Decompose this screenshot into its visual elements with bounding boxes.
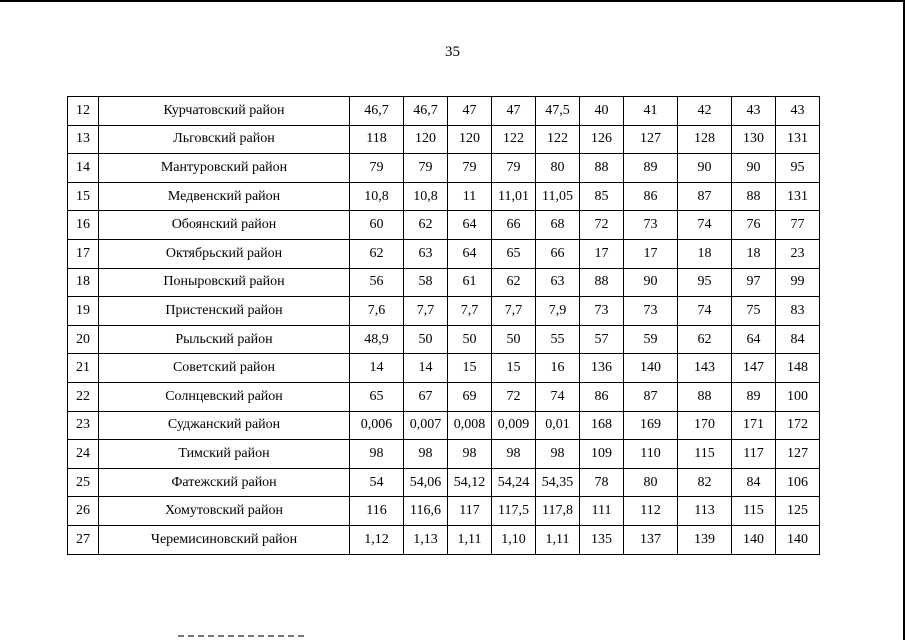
value-cell: 63 <box>536 268 580 297</box>
value-cell: 17 <box>580 239 624 268</box>
value-cell: 62 <box>350 239 404 268</box>
district-name-cell: Октябрьский район <box>99 239 350 268</box>
value-cell: 95 <box>678 268 732 297</box>
district-name-cell: Суджанский район <box>99 411 350 440</box>
row-number-cell: 12 <box>68 97 99 126</box>
value-cell: 125 <box>776 497 820 526</box>
value-cell: 1,11 <box>536 525 580 554</box>
value-cell: 46,7 <box>350 97 404 126</box>
value-cell: 7,6 <box>350 297 404 326</box>
value-cell: 11 <box>448 182 492 211</box>
value-cell: 16 <box>536 354 580 383</box>
value-cell: 10,8 <box>350 182 404 211</box>
value-cell: 60 <box>350 211 404 240</box>
value-cell: 120 <box>404 125 448 154</box>
value-cell: 74 <box>678 297 732 326</box>
value-cell: 170 <box>678 411 732 440</box>
value-cell: 120 <box>448 125 492 154</box>
value-cell: 14 <box>350 354 404 383</box>
value-cell: 82 <box>678 468 732 497</box>
row-number-cell: 23 <box>68 411 99 440</box>
value-cell: 88 <box>580 154 624 183</box>
table-body <box>68 97 820 555</box>
value-cell: 46,7 <box>404 97 448 126</box>
value-cell: 86 <box>624 182 678 211</box>
value-cell: 41 <box>624 97 678 126</box>
value-cell: 42 <box>678 97 732 126</box>
value-cell: 171 <box>732 411 776 440</box>
value-cell: 47,5 <box>536 97 580 126</box>
row-number-cell: 22 <box>68 382 99 411</box>
district-data-table <box>67 96 820 555</box>
value-cell: 100 <box>776 382 820 411</box>
value-cell: 140 <box>624 354 678 383</box>
value-cell: 80 <box>536 154 580 183</box>
value-cell: 1,13 <box>404 525 448 554</box>
value-cell: 74 <box>678 211 732 240</box>
value-cell: 97 <box>732 268 776 297</box>
district-name-cell: Хомутовский район <box>99 497 350 526</box>
value-cell: 90 <box>678 154 732 183</box>
value-cell: 80 <box>624 468 678 497</box>
table-row <box>68 211 820 240</box>
value-cell: 117 <box>732 440 776 469</box>
value-cell: 0,01 <box>536 411 580 440</box>
value-cell: 131 <box>776 125 820 154</box>
table-row <box>68 468 820 497</box>
value-cell: 88 <box>580 268 624 297</box>
table-row <box>68 354 820 383</box>
row-number-cell: 21 <box>68 354 99 383</box>
value-cell: 122 <box>492 125 536 154</box>
value-cell: 15 <box>448 354 492 383</box>
row-number-cell: 19 <box>68 297 99 326</box>
value-cell: 139 <box>678 525 732 554</box>
district-name-cell: Рыльский район <box>99 325 350 354</box>
value-cell: 127 <box>624 125 678 154</box>
value-cell: 79 <box>350 154 404 183</box>
value-cell: 113 <box>678 497 732 526</box>
row-number-cell: 20 <box>68 325 99 354</box>
table-row <box>68 325 820 354</box>
value-cell: 62 <box>404 211 448 240</box>
value-cell: 66 <box>536 239 580 268</box>
value-cell: 43 <box>776 97 820 126</box>
value-cell: 118 <box>350 125 404 154</box>
value-cell: 10,8 <box>404 182 448 211</box>
row-number-cell: 15 <box>68 182 99 211</box>
value-cell: 59 <box>624 325 678 354</box>
value-cell: 115 <box>678 440 732 469</box>
value-cell: 64 <box>732 325 776 354</box>
value-cell: 84 <box>776 325 820 354</box>
value-cell: 62 <box>678 325 732 354</box>
district-name-cell: Поныровский район <box>99 268 350 297</box>
value-cell: 84 <box>732 468 776 497</box>
value-cell: 69 <box>448 382 492 411</box>
scan-artifact <box>178 635 308 637</box>
value-cell: 55 <box>536 325 580 354</box>
district-name-cell: Советский район <box>99 354 350 383</box>
value-cell: 1,11 <box>448 525 492 554</box>
value-cell: 128 <box>678 125 732 154</box>
value-cell: 147 <box>732 354 776 383</box>
value-cell: 98 <box>350 440 404 469</box>
value-cell: 56 <box>350 268 404 297</box>
value-cell: 7,9 <box>536 297 580 326</box>
value-cell: 88 <box>732 182 776 211</box>
value-cell: 73 <box>624 297 678 326</box>
value-cell: 89 <box>624 154 678 183</box>
value-cell: 117,5 <box>492 497 536 526</box>
value-cell: 117,8 <box>536 497 580 526</box>
value-cell: 0,009 <box>492 411 536 440</box>
value-cell: 110 <box>624 440 678 469</box>
value-cell: 126 <box>580 125 624 154</box>
value-cell: 15 <box>492 354 536 383</box>
value-cell: 67 <box>404 382 448 411</box>
value-cell: 98 <box>536 440 580 469</box>
district-name-cell: Обоянский район <box>99 211 350 240</box>
district-name-cell: Курчатовский район <box>99 97 350 126</box>
value-cell: 50 <box>492 325 536 354</box>
value-cell: 64 <box>448 239 492 268</box>
value-cell: 14 <box>404 354 448 383</box>
value-cell: 54,06 <box>404 468 448 497</box>
value-cell: 79 <box>492 154 536 183</box>
value-cell: 98 <box>492 440 536 469</box>
value-cell: 117 <box>448 497 492 526</box>
value-cell: 116,6 <box>404 497 448 526</box>
district-name-cell: Черемисиновский район <box>99 525 350 554</box>
row-number-cell: 16 <box>68 211 99 240</box>
value-cell: 86 <box>580 382 624 411</box>
value-cell: 137 <box>624 525 678 554</box>
value-cell: 64 <box>448 211 492 240</box>
value-cell: 112 <box>624 497 678 526</box>
value-cell: 0,008 <box>448 411 492 440</box>
district-name-cell: Льговский район <box>99 125 350 154</box>
table-row <box>68 382 820 411</box>
value-cell: 65 <box>492 239 536 268</box>
value-cell: 76 <box>732 211 776 240</box>
value-cell: 1,10 <box>492 525 536 554</box>
row-number-cell: 24 <box>68 440 99 469</box>
value-cell: 79 <box>448 154 492 183</box>
value-cell: 7,7 <box>404 297 448 326</box>
value-cell: 7,7 <box>448 297 492 326</box>
value-cell: 43 <box>732 97 776 126</box>
value-cell: 18 <box>678 239 732 268</box>
value-cell: 168 <box>580 411 624 440</box>
table-row <box>68 239 820 268</box>
value-cell: 54 <box>350 468 404 497</box>
table-row <box>68 497 820 526</box>
table-row <box>68 154 820 183</box>
value-cell: 54,24 <box>492 468 536 497</box>
value-cell: 17 <box>624 239 678 268</box>
value-cell: 7,7 <box>492 297 536 326</box>
row-number-cell: 26 <box>68 497 99 526</box>
table-row <box>68 182 820 211</box>
row-number-cell: 25 <box>68 468 99 497</box>
table-row <box>68 525 820 554</box>
value-cell: 140 <box>776 525 820 554</box>
row-number-cell: 18 <box>68 268 99 297</box>
value-cell: 65 <box>350 382 404 411</box>
value-cell: 78 <box>580 468 624 497</box>
value-cell: 87 <box>678 182 732 211</box>
district-name-cell: Солнцевский район <box>99 382 350 411</box>
value-cell: 89 <box>732 382 776 411</box>
value-cell: 87 <box>624 382 678 411</box>
row-number-cell: 17 <box>68 239 99 268</box>
value-cell: 0,007 <box>404 411 448 440</box>
row-number-cell: 27 <box>68 525 99 554</box>
table-row <box>68 440 820 469</box>
district-name-cell: Фатежский район <box>99 468 350 497</box>
value-cell: 73 <box>624 211 678 240</box>
value-cell: 111 <box>580 497 624 526</box>
value-cell: 48,9 <box>350 325 404 354</box>
row-number-cell: 13 <box>68 125 99 154</box>
value-cell: 122 <box>536 125 580 154</box>
value-cell: 72 <box>492 382 536 411</box>
value-cell: 77 <box>776 211 820 240</box>
value-cell: 95 <box>776 154 820 183</box>
value-cell: 109 <box>580 440 624 469</box>
table-row <box>68 297 820 326</box>
value-cell: 98 <box>448 440 492 469</box>
value-cell: 54,35 <box>536 468 580 497</box>
value-cell: 0,006 <box>350 411 404 440</box>
value-cell: 72 <box>580 211 624 240</box>
value-cell: 136 <box>580 354 624 383</box>
page-number: 35 <box>445 44 460 60</box>
value-cell: 18 <box>732 239 776 268</box>
value-cell: 143 <box>678 354 732 383</box>
value-cell: 47 <box>492 97 536 126</box>
value-cell: 88 <box>678 382 732 411</box>
value-cell: 66 <box>492 211 536 240</box>
value-cell: 131 <box>776 182 820 211</box>
value-cell: 90 <box>624 268 678 297</box>
table-row <box>68 97 820 126</box>
value-cell: 47 <box>448 97 492 126</box>
value-cell: 50 <box>448 325 492 354</box>
value-cell: 23 <box>776 239 820 268</box>
value-cell: 116 <box>350 497 404 526</box>
page-top-border <box>0 0 905 2</box>
value-cell: 99 <box>776 268 820 297</box>
value-cell: 106 <box>776 468 820 497</box>
value-cell: 169 <box>624 411 678 440</box>
value-cell: 127 <box>776 440 820 469</box>
value-cell: 85 <box>580 182 624 211</box>
value-cell: 148 <box>776 354 820 383</box>
district-name-cell: Пристенский район <box>99 297 350 326</box>
value-cell: 90 <box>732 154 776 183</box>
value-cell: 57 <box>580 325 624 354</box>
value-cell: 1,12 <box>350 525 404 554</box>
value-cell: 63 <box>404 239 448 268</box>
value-cell: 68 <box>536 211 580 240</box>
value-cell: 74 <box>536 382 580 411</box>
row-number-cell: 14 <box>68 154 99 183</box>
district-name-cell: Медвенский район <box>99 182 350 211</box>
value-cell: 98 <box>404 440 448 469</box>
value-cell: 73 <box>580 297 624 326</box>
table-row <box>68 125 820 154</box>
district-name-cell: Тимский район <box>99 440 350 469</box>
district-name-cell: Мантуровский район <box>99 154 350 183</box>
value-cell: 11,01 <box>492 182 536 211</box>
table-row <box>68 411 820 440</box>
value-cell: 62 <box>492 268 536 297</box>
value-cell: 61 <box>448 268 492 297</box>
value-cell: 11,05 <box>536 182 580 211</box>
value-cell: 75 <box>732 297 776 326</box>
value-cell: 54,12 <box>448 468 492 497</box>
value-cell: 135 <box>580 525 624 554</box>
value-cell: 79 <box>404 154 448 183</box>
value-cell: 140 <box>732 525 776 554</box>
value-cell: 40 <box>580 97 624 126</box>
value-cell: 50 <box>404 325 448 354</box>
value-cell: 58 <box>404 268 448 297</box>
value-cell: 83 <box>776 297 820 326</box>
value-cell: 130 <box>732 125 776 154</box>
table-row <box>68 268 820 297</box>
value-cell: 172 <box>776 411 820 440</box>
value-cell: 115 <box>732 497 776 526</box>
